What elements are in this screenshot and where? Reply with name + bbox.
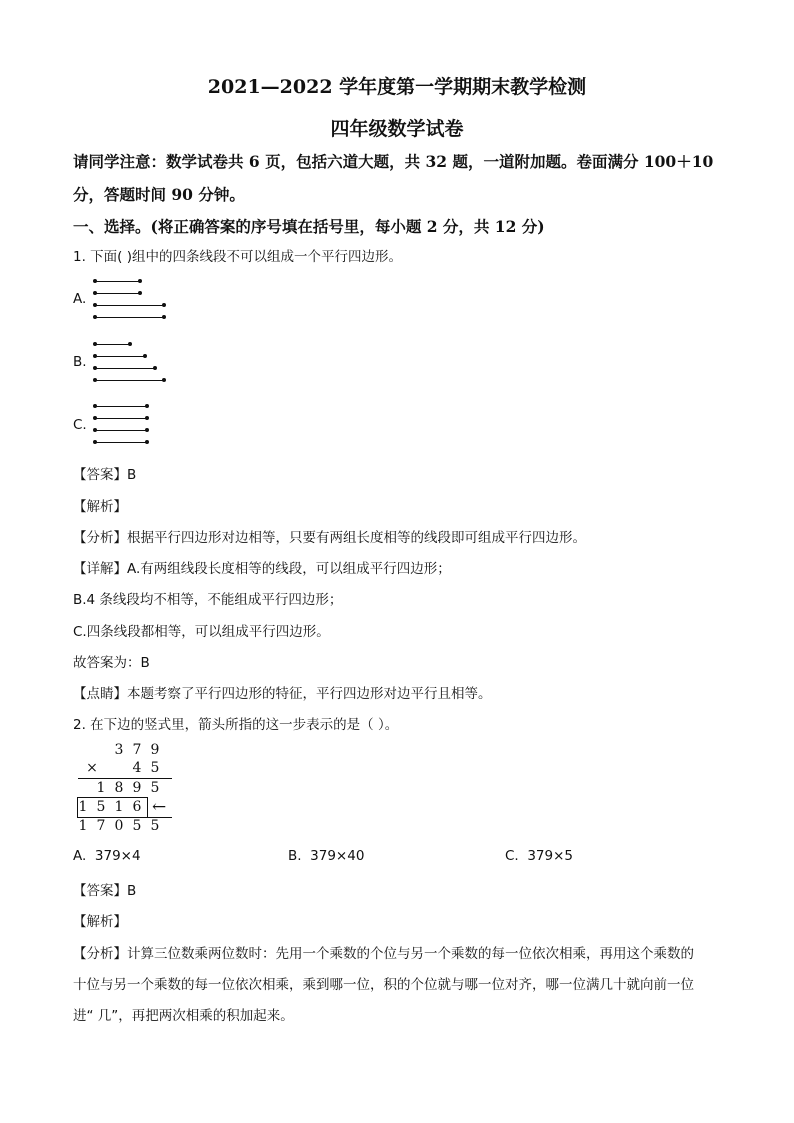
segment — [95, 356, 145, 357]
digit: 1 — [78, 799, 88, 815]
segment — [95, 368, 155, 369]
q1-answer: 【答案】B — [73, 467, 137, 483]
q2-option-c-label: C. — [505, 848, 519, 864]
page-subtitle: 四年级数学试卷 — [330, 118, 464, 140]
q1-dianjing: 【点睛】本题考察了平行四边形的特征，平行四边形对边平行且相等。 — [73, 686, 492, 702]
question-1-stem: 1. 下面( )组中的四条线段不可以组成一个平行四边形。 — [73, 249, 402, 265]
digit: 1 — [114, 799, 124, 815]
digit: 3 — [114, 742, 124, 758]
digit: 1 — [78, 818, 88, 834]
segment — [95, 430, 147, 431]
digit: 7 — [96, 818, 106, 834]
q1-detail-1: 【详解】A.有两组线段长度相等的线段，可以组成平行四边形； — [73, 561, 451, 577]
q2-option-b-text: 379×40 — [310, 848, 365, 864]
digit: 5 — [96, 799, 106, 815]
option-a-label: A. — [73, 291, 87, 307]
q2-option-a-label: A. — [73, 848, 87, 864]
q1-detail-3: C.四条线段都相等，可以组成平行四边形。 — [73, 624, 330, 640]
option-c-label: C. — [73, 417, 87, 433]
q2-option-c — [505, 848, 573, 864]
digit: 9 — [132, 780, 142, 796]
digit: 0 — [114, 818, 124, 834]
segment — [95, 406, 147, 407]
q2-option-b-label: B. — [288, 848, 302, 864]
notice-line-1: 请同学注意：数学试卷共 6 页，包括六道大题，共 32 题，一道附加题。卷面满分 100＋10 — [73, 152, 714, 171]
segment — [95, 281, 140, 282]
arrow-left-icon: ← — [152, 797, 167, 817]
calc-rule — [78, 778, 172, 779]
segment — [95, 305, 164, 306]
times-sign: × — [86, 760, 98, 776]
q2-analysis-tag: 【解析】 — [73, 914, 127, 930]
q2-fenxi-3: 进“ 几”，再把两次相乘的积加起来。 — [73, 1008, 294, 1024]
digit: 5 — [150, 818, 160, 834]
page-title: 2021—2022 学年度第一学期期末教学检测 — [207, 76, 587, 98]
segment — [95, 317, 164, 318]
segment — [95, 344, 130, 345]
q2-option-a — [73, 848, 141, 864]
digit: 9 — [150, 742, 160, 758]
q1-analysis-tag: 【解析】 — [73, 499, 127, 515]
question-2-stem: 2. 在下边的竖式里，箭头所指的这一步表示的是（ ）。 — [73, 717, 399, 733]
digit: 1 — [96, 780, 106, 796]
q2-fenxi-1: 【分析】计算三位数乘两位数时：先用一个乘数的个位与另一个乘数的每一位依次相乘，再用这个乘数的 — [73, 946, 694, 962]
segment — [95, 380, 164, 381]
q2-option-b — [288, 848, 364, 864]
q2-option-c-text: 379×5 — [527, 848, 573, 864]
q1-conclusion: 故答案为：B — [73, 655, 150, 671]
q1-fenxi: 【分析】根据平行四边形对边相等，只要有两组长度相等的线段即可组成平行四边形。 — [73, 530, 586, 546]
notice-line-2: 分，答题时间 90 分钟。 — [73, 185, 245, 204]
section-heading: 一、选择。(将正确答案的序号填在括号里，每小题 2 分，共 12 分) — [73, 217, 545, 236]
segment — [95, 293, 140, 294]
digit: 5 — [150, 760, 160, 776]
digit: 8 — [114, 780, 124, 796]
digit: 5 — [132, 818, 142, 834]
segment — [95, 442, 147, 443]
q2-option-a-text: 379×4 — [94, 848, 141, 864]
digit: 4 — [132, 760, 142, 776]
digit: 5 — [150, 780, 160, 796]
q2-fenxi-2: 十位与另一个乘数的每一位依次相乘，乘到哪一位，积的个位就与哪一位对齐，哪一位满几十就向前一位 — [73, 977, 694, 993]
q2-answer: 【答案】B — [73, 883, 137, 899]
q1-detail-2: B.4 条线段均不相等，不能组成平行四边形； — [73, 592, 343, 608]
digit: 7 — [132, 742, 142, 758]
segment — [95, 418, 147, 419]
option-b-label: B. — [73, 354, 87, 370]
digit: 6 — [132, 799, 142, 815]
